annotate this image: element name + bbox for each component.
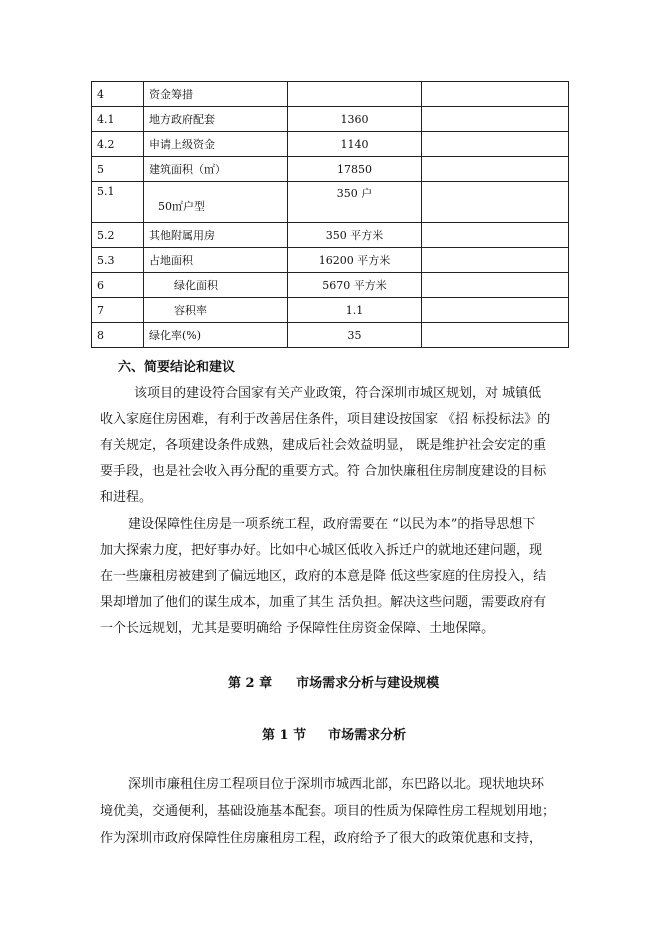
- section-title: [262, 724, 406, 743]
- row-name: 50㎡户型: [144, 182, 288, 223]
- row-number: 4: [92, 82, 144, 107]
- table-row: [92, 132, 569, 157]
- row-note: [422, 157, 569, 182]
- row-name: 其他附属用房: [144, 223, 288, 248]
- text-line: 加大探索力度，把好事办好。比如中心城区低收入拆迁户的就地还建问题，现: [100, 543, 543, 558]
- table-row: [92, 273, 569, 298]
- row-value: [288, 82, 422, 107]
- row-number: 6: [92, 273, 144, 298]
- table-row: [92, 157, 569, 182]
- row-number: 4.2: [92, 132, 144, 157]
- text-line: 该项目的建设符合国家有关产业政策，符合深圳市城区规划，对 城镇低: [134, 386, 542, 401]
- table-row: [92, 248, 569, 273]
- row-value: 1360: [288, 107, 422, 132]
- row-note: [422, 298, 569, 323]
- row-name: 资金筹措: [144, 82, 288, 107]
- text-line: 在一些廉租房被建到了偏远地区，政府的本意是降 低这些家庭的住房投入，结: [100, 569, 547, 584]
- row-name: 地方政府配套: [144, 107, 288, 132]
- row-value: 5670 平方米: [288, 273, 422, 298]
- row-number: 5.1: [92, 182, 144, 223]
- row-name: 占地面积: [144, 248, 288, 273]
- table-row: [92, 298, 569, 323]
- text-line: 和进程。: [100, 490, 153, 505]
- row-note: [422, 248, 569, 273]
- row-value: 350 平方米: [288, 223, 422, 248]
- chapter-name: 市场需求分析与建设规模: [296, 676, 440, 691]
- row-note: [422, 132, 569, 157]
- row-value: 1140: [288, 132, 422, 157]
- table-row: [92, 223, 569, 248]
- text-line: 要手段，也是社会收入再分配的重要方式。符 合加快廉租住房制度建设的目标: [100, 464, 547, 479]
- row-note: [422, 223, 569, 248]
- text-line: 有关规定，各项建设条件成熟，建成后社会效益明显， 既是维护社会安定的重: [100, 438, 547, 453]
- row-number: 5.3: [92, 248, 144, 273]
- row-value: 35: [288, 323, 422, 348]
- row-name: 绿化率(%): [144, 323, 288, 348]
- row-value: 16200 平方米: [288, 248, 422, 273]
- row-number: 4.1: [92, 107, 144, 132]
- row-note: [422, 273, 569, 298]
- row-name: 申请上级资金: [144, 132, 288, 157]
- row-note: [422, 107, 569, 132]
- text-line: 境优美，交通便利，基础设施基本配套。项目的性质为保障性房工程规划用地；: [100, 804, 556, 819]
- table-row: [92, 323, 569, 348]
- chapter-number: 第 2 章: [228, 676, 273, 691]
- row-value: 17850: [288, 157, 422, 182]
- section-name: 市场需求分析: [328, 728, 407, 743]
- row-value: 1.1: [288, 298, 422, 323]
- text-line: 作为深圳市政府保障性住房廉租房工程，政府给予了很大的政策优惠和支持，: [100, 831, 543, 846]
- text-line: 收入家庭住房困难，有利于改善居住条件，项目建设按国家 《招 标投标法》的: [100, 412, 551, 427]
- row-number: 7: [92, 298, 144, 323]
- row-number: 5.2: [92, 223, 144, 248]
- text-line: 一个长远规划，尤其是要明确给 予保障性住房资金保障、土地保障。: [100, 621, 495, 636]
- row-value: 350 户: [288, 182, 422, 223]
- table-row: [92, 107, 569, 132]
- section-heading: 六、简要结论和建议: [118, 360, 236, 375]
- row-number: 8: [92, 323, 144, 348]
- row-number: 5: [92, 157, 144, 182]
- table-row: [92, 182, 569, 223]
- table-row: [92, 82, 569, 107]
- row-name: 容积率: [144, 298, 288, 323]
- section-number: 第 1 节: [262, 728, 307, 743]
- text-line: 建设保障性住房是一项系统工程，政府需要在 “以民为本”的指导思想下: [128, 517, 536, 532]
- text-line: 深圳市廉租住房工程项目位于深圳市城西北部，东巴路以北。现状地块环: [128, 777, 545, 792]
- row-name: 绿化面积: [144, 273, 288, 298]
- project-indicator-table: [91, 81, 569, 348]
- row-note: [422, 82, 569, 107]
- row-name: 建筑面积（㎡）: [144, 157, 288, 182]
- text-line: 果却增加了他们的谋生成本，加重了其生 活负担。解决这些问题，需要政府有: [100, 595, 547, 610]
- row-note: [422, 323, 569, 348]
- chapter-title: [228, 672, 439, 691]
- row-note: [422, 182, 569, 223]
